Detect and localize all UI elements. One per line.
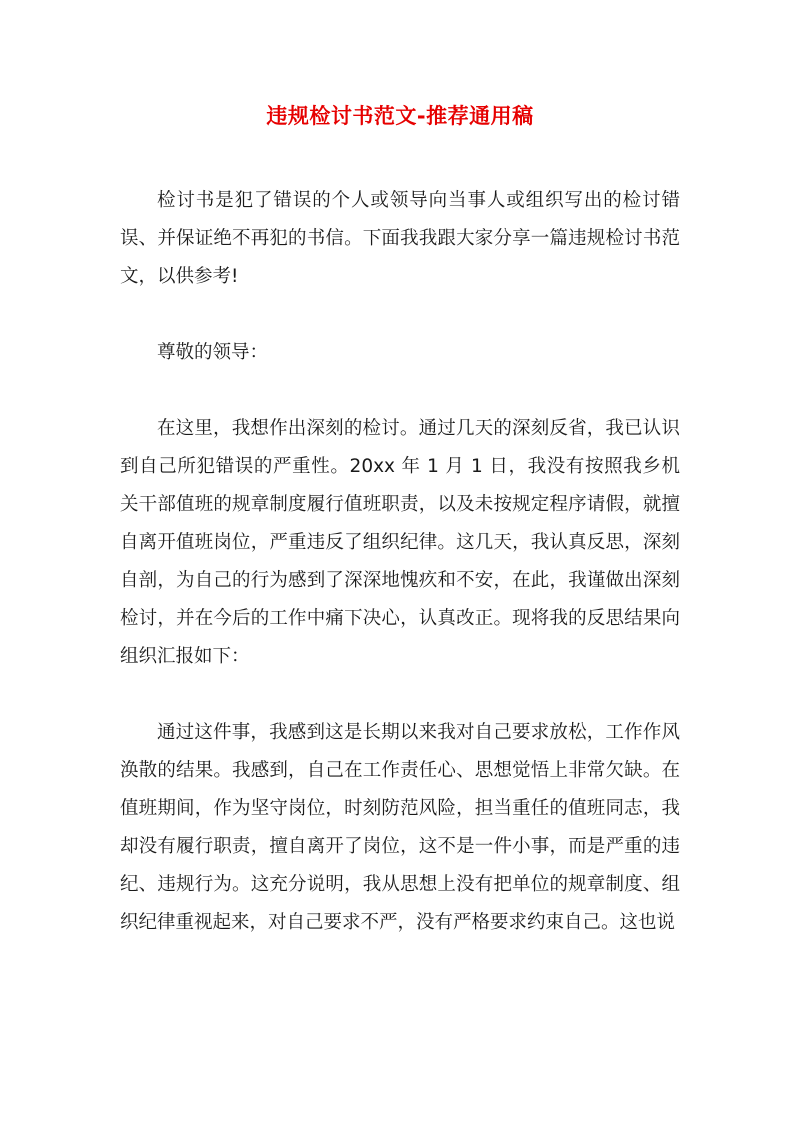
salutation: 尊敬的领导： bbox=[157, 342, 269, 363]
document-title: 违规检讨书范文-推荐通用稿 bbox=[266, 104, 534, 128]
body-paragraph-2: 通过这件事，我感到这是长期以来我对自己要求放松，工作作风涣散的结果。我感到，自己在工作责任心、思想觉悟上非常欠缺。在值班期间，作为坚守岗位，时刻防范风险，担当重任的值班同志，我却没有履行职责，擅自离开了岗位，这不是一件小事，而是严重的违纪、违规行为。这充分说明，我从思想上没有把单位的规章制度、组织纪律重视起来，对自己要求不严，没有严格要求约束自己。这也说 bbox=[120, 722, 680, 933]
intro-paragraph: 检讨书是犯了错误的个人或领导向当事人或组织写出的检讨错误、并保证绝不再犯的书信。下面我我跟大家分享一篇违规检讨书范文，以供参考! bbox=[120, 190, 680, 287]
body-paragraph-1: 在这里，我想作出深刻的检讨。通过几天的深刻反省，我已认识到自己所犯错误的严重性。20xx 年 1 月 1 日，我没有按照我乡机关干部值班的规章制度履行值班职责，以及未按规定程序请假，就擅自离开值班岗位，严重违反了组织纪律。这几天，我认真反思，深刻自剖，为自己的行为感到了深深地愧疚和不安，在此，我谨做出深刻检讨，并在今后的工作中痛下决心，认真改正。现将我的反思结果向组织汇报如下： bbox=[120, 418, 680, 667]
